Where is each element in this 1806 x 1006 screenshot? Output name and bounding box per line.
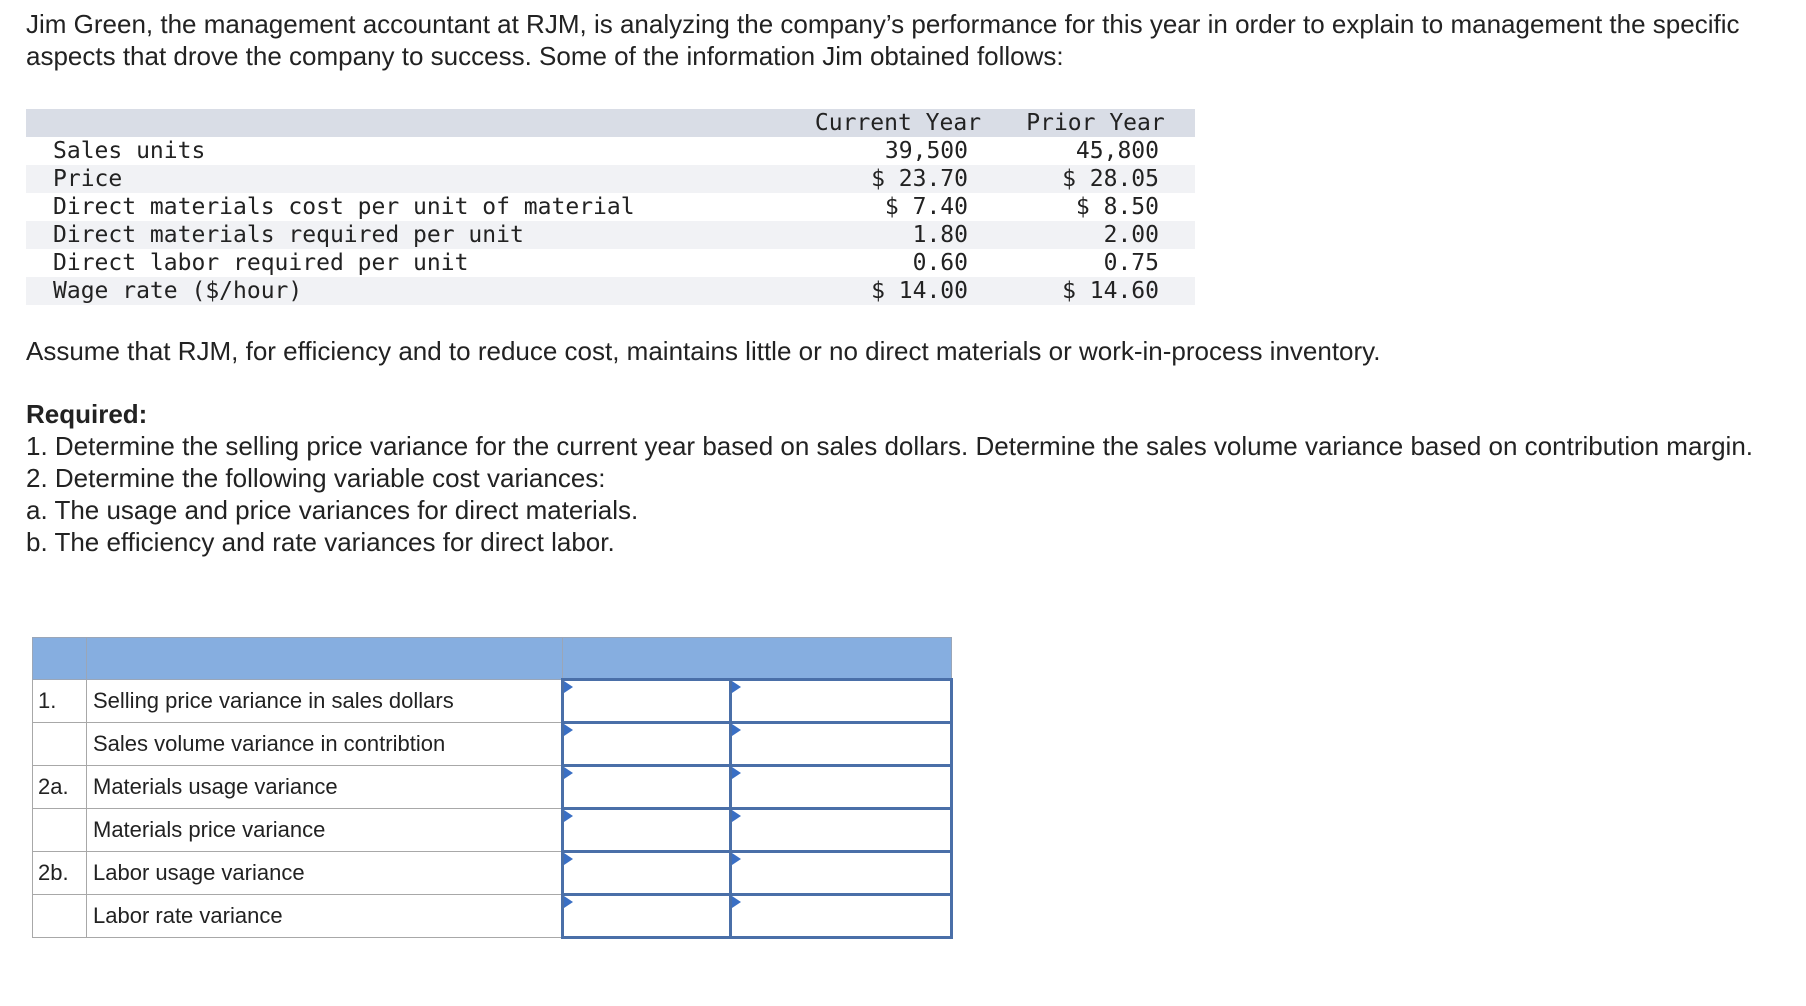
amount-input-cell[interactable] (563, 723, 731, 766)
required-section (26, 398, 1766, 558)
effect-input[interactable] (732, 726, 950, 762)
assumption-text: Assume that RJM, for efficiency and to reduce cost, maintains little or no direct materials or work-in-process inventory. (26, 336, 1381, 366)
answer-row-materials-usage (33, 766, 952, 809)
effect-input[interactable] (732, 855, 950, 891)
row-number (33, 895, 87, 938)
answer-row-materials-price (33, 809, 952, 852)
header-current-year: Current Year (814, 110, 982, 136)
prior-value: $ 8.50 (1075, 194, 1159, 220)
row-label: Direct labor required per unit (53, 250, 469, 276)
amount-input[interactable] (564, 683, 729, 719)
row-label: Materials usage variance (87, 766, 563, 809)
row-label: Price (53, 166, 123, 192)
row-number (33, 809, 87, 852)
effect-input[interactable] (732, 898, 950, 934)
amount-input[interactable] (564, 726, 729, 762)
amount-input-cell[interactable] (563, 809, 731, 852)
effect-select-cell[interactable] (731, 852, 952, 895)
input-marker-icon (564, 853, 573, 865)
prior-value: 45,800 (1075, 138, 1159, 164)
prior-value: 0.75 (1103, 250, 1159, 276)
input-marker-icon (732, 724, 741, 736)
row-label: Direct materials cost per unit of material (53, 194, 635, 220)
effect-input[interactable] (732, 769, 950, 805)
required-line-2b: b. The efficiency and rate variances for direct labor. (26, 527, 615, 557)
input-marker-icon (732, 810, 741, 822)
input-marker-icon (564, 724, 573, 736)
effect-select-cell[interactable] (731, 766, 952, 809)
prior-value: 2.00 (1103, 222, 1159, 248)
input-marker-icon (732, 681, 741, 693)
current-value: $ 7.40 (884, 194, 968, 220)
current-value: 0.60 (912, 250, 968, 276)
amount-input-cell[interactable] (563, 852, 731, 895)
amount-input[interactable] (564, 812, 729, 848)
effect-select-cell[interactable] (731, 723, 952, 766)
row-number (33, 723, 87, 766)
required-line-2: 2. Determine the following variable cost variances: (26, 463, 606, 493)
row-label: Sales volume variance in contribtion (87, 723, 563, 766)
input-marker-icon (564, 767, 573, 779)
header-cell (563, 638, 952, 680)
row-number: 2a. (33, 766, 87, 809)
prior-value: $ 14.60 (1062, 278, 1159, 304)
amount-input[interactable] (564, 855, 729, 891)
current-value: $ 23.70 (871, 166, 968, 192)
input-marker-icon (732, 767, 741, 779)
required-line-1: 1. Determine the selling price variance for the current year based on sales dollars. Determine the sales volume variance based on contribution margin. (26, 431, 1754, 461)
required-title: Required: (26, 399, 148, 429)
answer-row-sales-volume (33, 723, 952, 766)
row-number: 2b. (33, 852, 87, 895)
amount-input-cell[interactable] (563, 680, 731, 723)
input-marker-icon (732, 853, 741, 865)
effect-select-cell[interactable] (731, 680, 952, 723)
data-table-header (26, 109, 1195, 137)
prior-value: $ 28.05 (1062, 166, 1159, 192)
current-value: 39,500 (884, 138, 968, 164)
header-cell (33, 638, 87, 680)
row-label: Wage rate ($/hour) (53, 278, 303, 304)
row-label: Labor rate variance (87, 895, 563, 938)
effect-select-cell[interactable] (731, 895, 952, 938)
row-label: Direct materials required per unit (53, 222, 524, 248)
row-label: Labor usage variance (87, 852, 563, 895)
input-marker-icon (564, 810, 573, 822)
answer-table (32, 637, 953, 939)
required-line-2a: a. The usage and price variances for direct materials. (26, 495, 639, 525)
input-marker-icon (564, 896, 573, 908)
intro-paragraph: Jim Green, the management accountant at RJM, is analyzing the company’s performance for this year in order to explain to management the specific aspects that drove the company to success. Some of the information Jim obtained follows: (26, 9, 1740, 71)
current-value: $ 14.00 (871, 278, 968, 304)
row-label: Materials price variance (87, 809, 563, 852)
amount-input[interactable] (564, 769, 729, 805)
effect-input[interactable] (732, 683, 950, 719)
answer-row-selling-price (33, 680, 952, 723)
effect-select-cell[interactable] (731, 809, 952, 852)
data-row-sales-units (26, 137, 1195, 165)
data-row-dm-cost (26, 193, 1195, 221)
answer-row-labor-usage (33, 852, 952, 895)
row-label: Selling price variance in sales dollars (87, 680, 563, 723)
amount-input-cell[interactable] (563, 895, 731, 938)
answer-table-header (33, 638, 952, 680)
data-row-wage-rate (26, 277, 1195, 305)
data-row-dl-required (26, 249, 1195, 277)
answer-row-labor-rate (33, 895, 952, 938)
amount-input[interactable] (564, 898, 729, 934)
effect-input[interactable] (732, 812, 950, 848)
input-marker-icon (564, 681, 573, 693)
header-cell (87, 638, 563, 680)
input-marker-icon (732, 896, 741, 908)
header-label (26, 109, 800, 137)
data-row-dm-required (26, 221, 1195, 249)
row-number: 1. (33, 680, 87, 723)
row-label: Sales units (53, 138, 206, 164)
data-row-price (26, 165, 1195, 193)
data-table (26, 109, 1195, 305)
header-prior-year: Prior Year (1026, 110, 1165, 136)
current-value: 1.80 (912, 222, 968, 248)
amount-input-cell[interactable] (563, 766, 731, 809)
